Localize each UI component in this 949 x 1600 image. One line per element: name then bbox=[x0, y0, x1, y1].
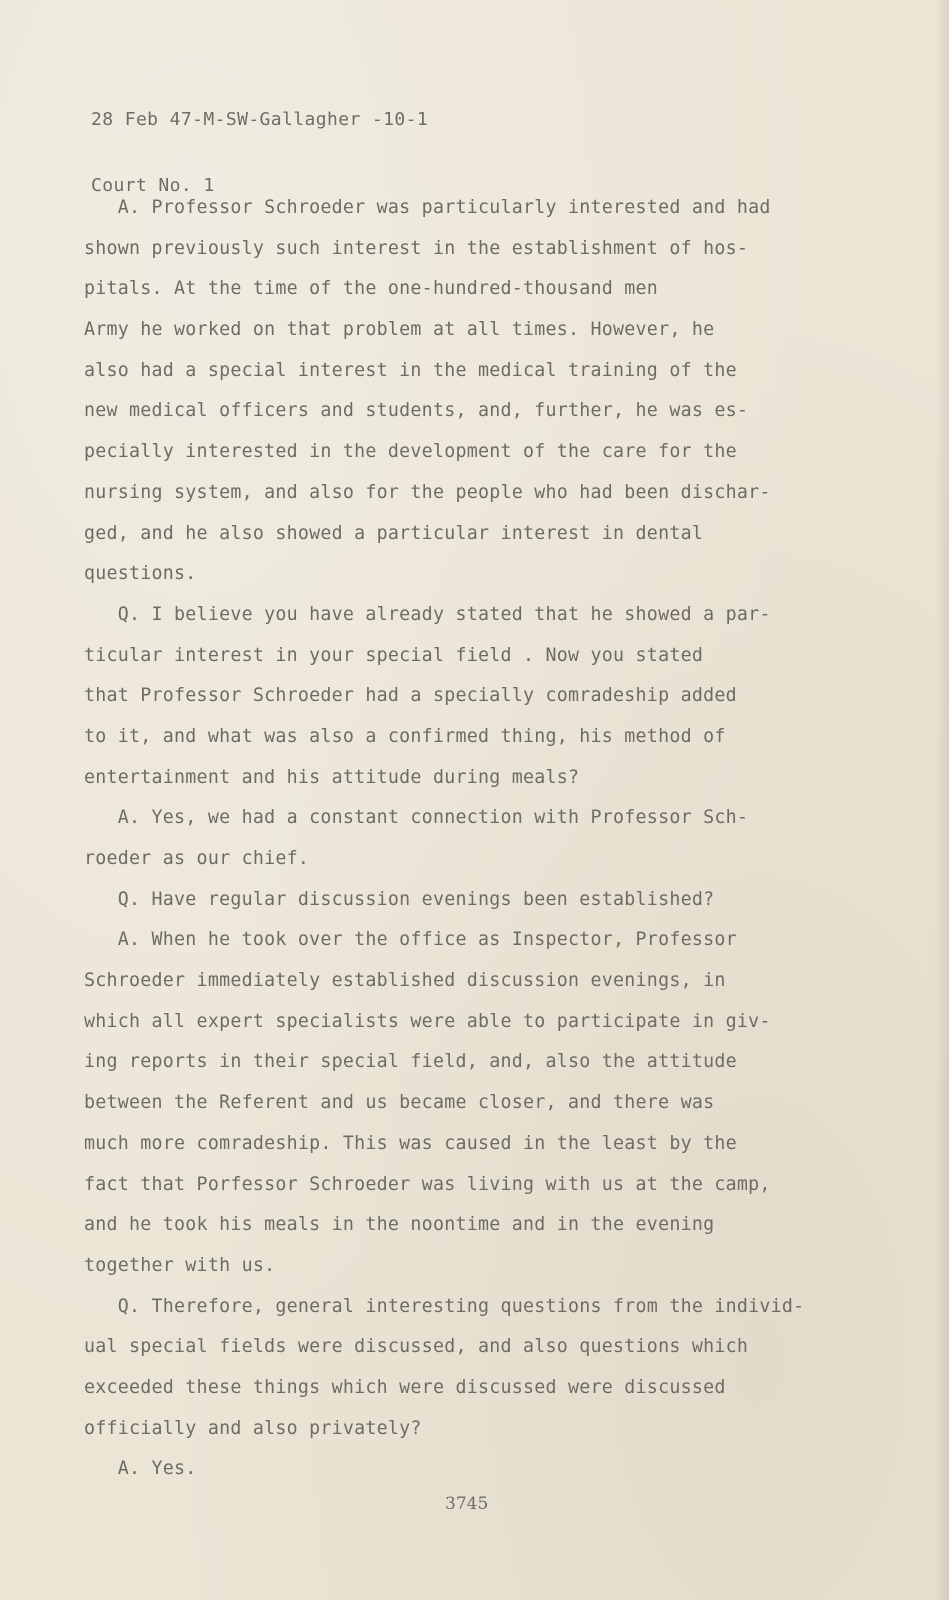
page-edge-shadow bbox=[935, 0, 949, 1600]
transcript-line: ing reports in their special field, and, also the attitude bbox=[84, 1051, 737, 1073]
transcript-line: ticular interest in your special field . Now you stated bbox=[84, 644, 704, 666]
transcript-line: pitals. At the time of the one-hundred-thousand men bbox=[84, 278, 659, 300]
page-number: 3745 bbox=[445, 1494, 489, 1514]
transcript-line: A. Yes. bbox=[84, 1458, 197, 1480]
transcript-line: and he took his meals in the noontime and in the evening bbox=[84, 1214, 715, 1236]
transcript-line: nursing system, and also for the people who had been dischar- bbox=[84, 481, 771, 503]
transcript-line: ual special fields were discussed, and also questions which bbox=[84, 1336, 749, 1358]
transcript-line: ged, and he also showed a particular interest in dental bbox=[84, 522, 704, 544]
transcript-line: between the Referent and us became closer, and there was bbox=[84, 1092, 715, 1114]
transcript-line: officially and also privately? bbox=[84, 1417, 422, 1439]
transcript-line: Army he worked on that problem at all times. However, he bbox=[84, 319, 715, 341]
transcript-line: that Professor Schroeder had a specially comradeship added bbox=[84, 685, 737, 707]
transcript-body bbox=[84, 188, 864, 1490]
transcript-line: to it, and what was also a confirmed thing, his method of bbox=[84, 725, 726, 747]
transcript-line: Q. I believe you have already stated that he showed a par- bbox=[84, 603, 771, 625]
header-reference: 28 Feb 47-M-SW-Gallagher -10-1 bbox=[91, 109, 429, 130]
transcript-line: pecially interested in the development of the care for the bbox=[84, 441, 737, 463]
transcript-line: Q. Therefore, general interesting questions from the individ- bbox=[84, 1295, 805, 1317]
header-court: Court No. 1 bbox=[91, 175, 215, 196]
transcript-line: shown previously such interest in the establishment of hos- bbox=[84, 237, 749, 259]
transcript-line: Schroeder immediately established discussion evenings, in bbox=[84, 970, 726, 992]
transcript-line: roeder as our chief. bbox=[84, 848, 310, 869]
transcript-line: A. When he took over the office as Inspector, Professor bbox=[84, 929, 737, 951]
transcript-line: together with us. bbox=[84, 1254, 276, 1276]
transcript-line: A. Yes, we had a constant connection with Professor Sch- bbox=[84, 807, 749, 829]
transcript-line: much more comradeship. This was caused in the least by the bbox=[84, 1132, 737, 1154]
transcript-line: new medical officers and students, and, further, he was es- bbox=[84, 400, 749, 422]
transcript-line: A. Professor Schroeder was particularly interested and had bbox=[84, 197, 771, 218]
transcript-line: exceeded these things which were discussed were discussed bbox=[84, 1376, 726, 1398]
transcript-line: also had a special interest in the medical training of the bbox=[84, 359, 737, 381]
transcript-line: which all expert specialists were able to participate in giv- bbox=[84, 1010, 771, 1032]
transcript-line: entertainment and his attitude during meals? bbox=[84, 766, 580, 788]
transcript-line: questions. bbox=[84, 563, 197, 585]
transcript-line: fact that Porfessor Schroeder was living with us at the camp, bbox=[84, 1173, 771, 1195]
transcript-line: Q. Have regular discussion evenings been established? bbox=[84, 888, 715, 910]
